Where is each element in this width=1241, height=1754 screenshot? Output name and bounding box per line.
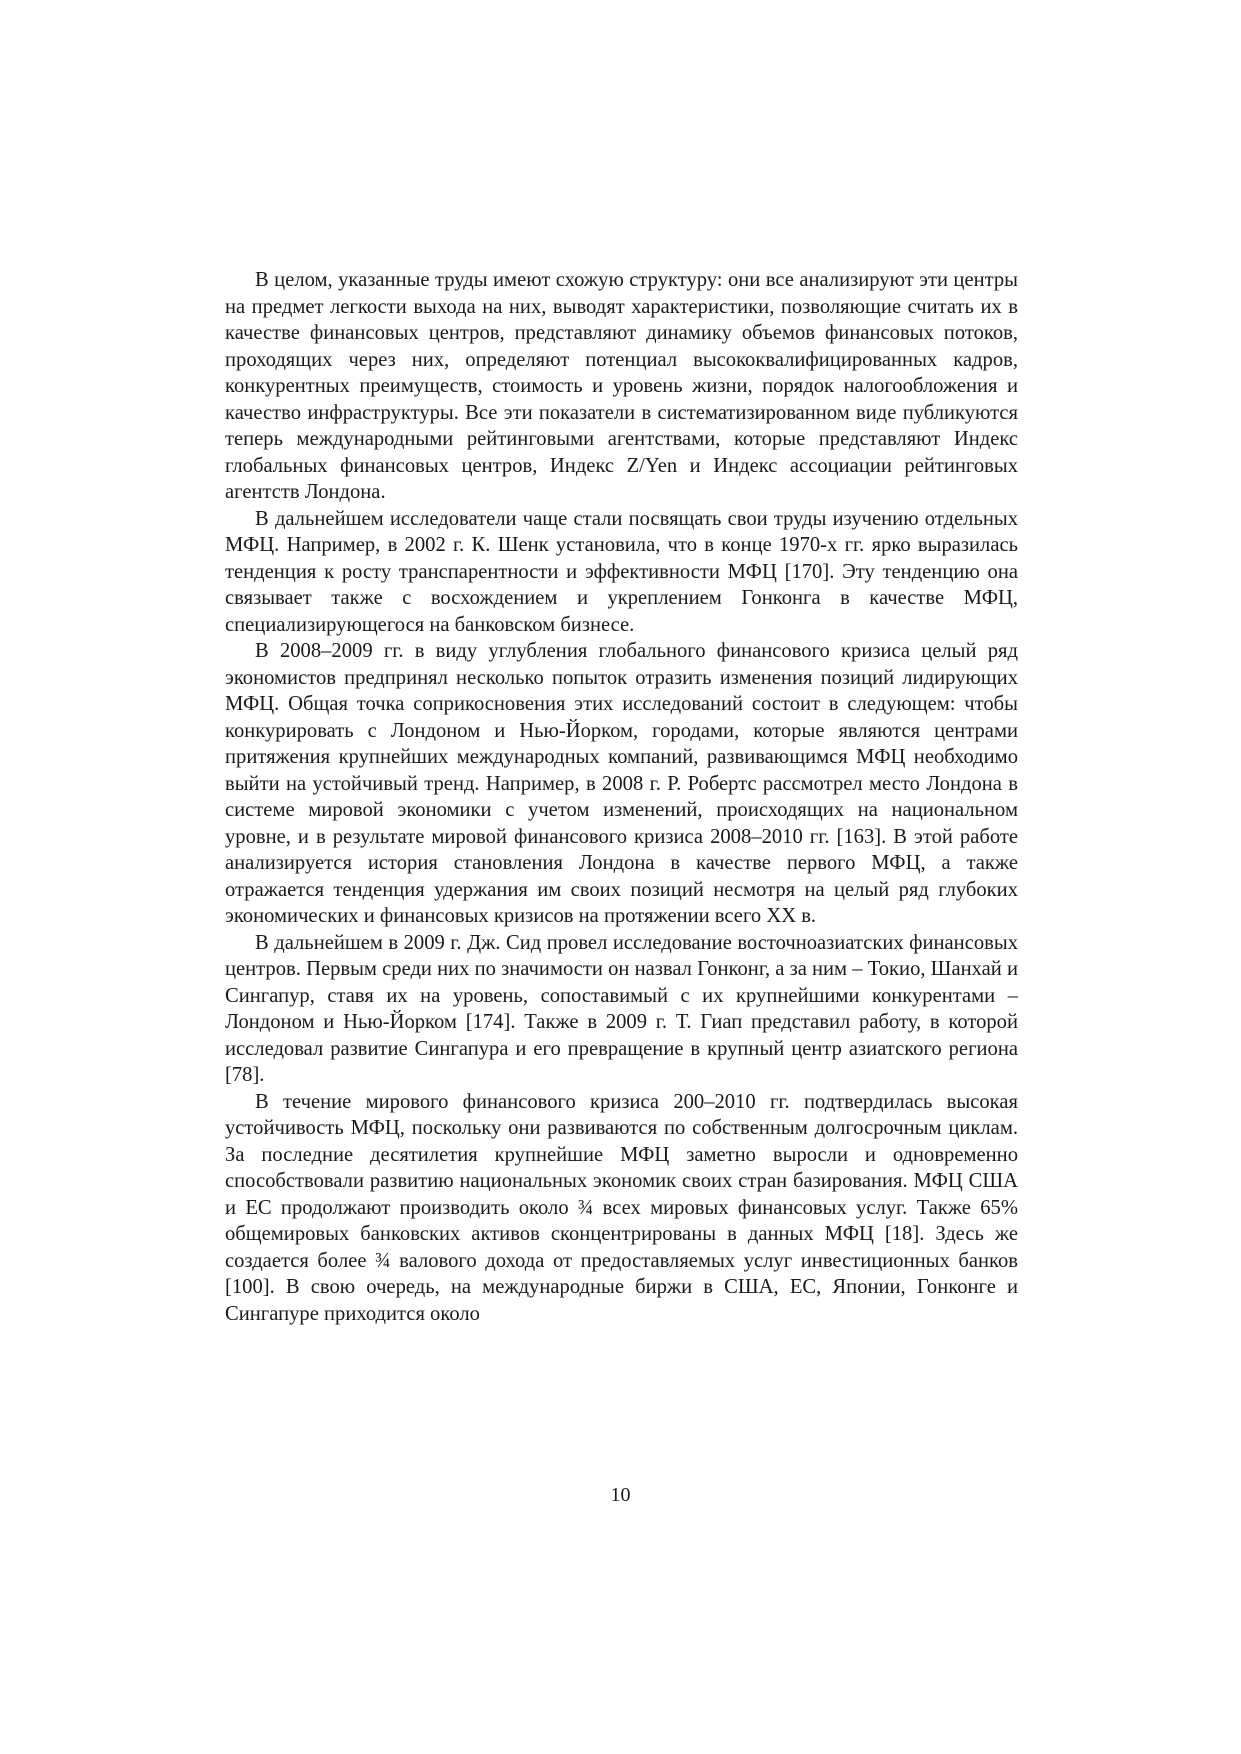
paragraph-5: В течение мирового финансового кризиса 200–2010 гг. подтвердилась высокая устойчивость МФЦ, поскольку они развиваются по собственным долгосрочным циклам. За последние десятилетия крупнейшие МФЦ заметно выросли и одновременно способствовали развитию национальных экономик своих стран базирования. МФЦ США и ЕС продолжают производить около ¾ всех мировых финансовых услуг. Также 65% общемировых банковских активов сконцентрированы в данных МФЦ [18]. Здесь же создается более ¾ валового дохода от предоставляемых услуг инвестиционных банков [100]. В свою очередь, на международные биржи в США, ЕС, Японии, Гонконге и Сингапуре приходится около <box>225 1090 1018 1325</box>
paragraph-2: В дальнейшем исследователи чаще стали посвящать свои труды изучению отдельных МФЦ. Например, в 2002 г. К. Шенк установила, что в конце 1970-х гг. ярко выразилась тенденция к росту транспарентности и эффективности МФЦ [170]. Эту тенденцию она связывает также с восхождением и укреплением Гонконга в качестве МФЦ, специализирующегося на банковском бизнесе. <box>225 507 1018 636</box>
main-text <box>225 267 1018 1327</box>
paragraph-4: В дальнейшем в 2009 г. Дж. Сид провел исследование восточноазиатских финансовых центров. Первым среди них по значимости он назвал Гонконг, а за ним – Токио, Шанхай и Сингапур, ставя их на уровень, сопоставимый с их крупнейшими конкурентами – Лондоном и Нью-Йорком [174]. Также в 2009 г. Т. Гиап представил работу, в которой исследовал развитие Сингапура и его превращение в крупный центр азиатского региона [78]. <box>225 931 1018 1086</box>
paragraph-1: В целом, указанные труды имеют схожую структуру: они все анализируют эти центры на предмет легкости выхода на них, выводят характеристики, позволяющие считать их в качестве финансовых центров, представляют динамику объемов финансовых потоков, проходящих через них, определяют потенциал высококвалифицированных кадров, конкурентных преимуществ, стоимость и уровень жизни, порядок налогообложения и качество инфраструктуры. Все эти показатели в систематизированном виде публикуются теперь международными рейтинговыми агентствами, которые представляют Индекс глобальных финансовых центров, Индекс Z/Yen и Индекс ассоциации рейтинговых агентств Лондона. <box>225 269 1018 503</box>
page-number: 10 <box>610 1484 631 1506</box>
paragraph-3: В 2008–2009 гг. в виду углубления глобального финансового кризиса целый ряд экономистов предпринял несколько попыток отразить изменения позиций лидирующих МФЦ. Общая точка соприкосновения этих исследований состоит в следующем: чтобы конкурировать с Лондоном и Нью-Йорком, городами, которые являются центрами притяжения крупнейших международных компаний, развивающимся МФЦ необходимо выйти на устойчивый тренд. Например, в 2008 г. Р. Робертс рассмотрел место Лондона в системе мировой экономики с учетом изменений, происходящих на национальном уровне, и в результате мировой финансового кризиса 2008–2010 гг. [163]. В этой работе анализируется история становления Лондона в качестве первого МФЦ, а также отражается тенденция удержания им своих позиций несмотря на целый ряд глубоких экономических и финансовых кризисов на протяжении всего XX в. <box>225 640 1018 927</box>
